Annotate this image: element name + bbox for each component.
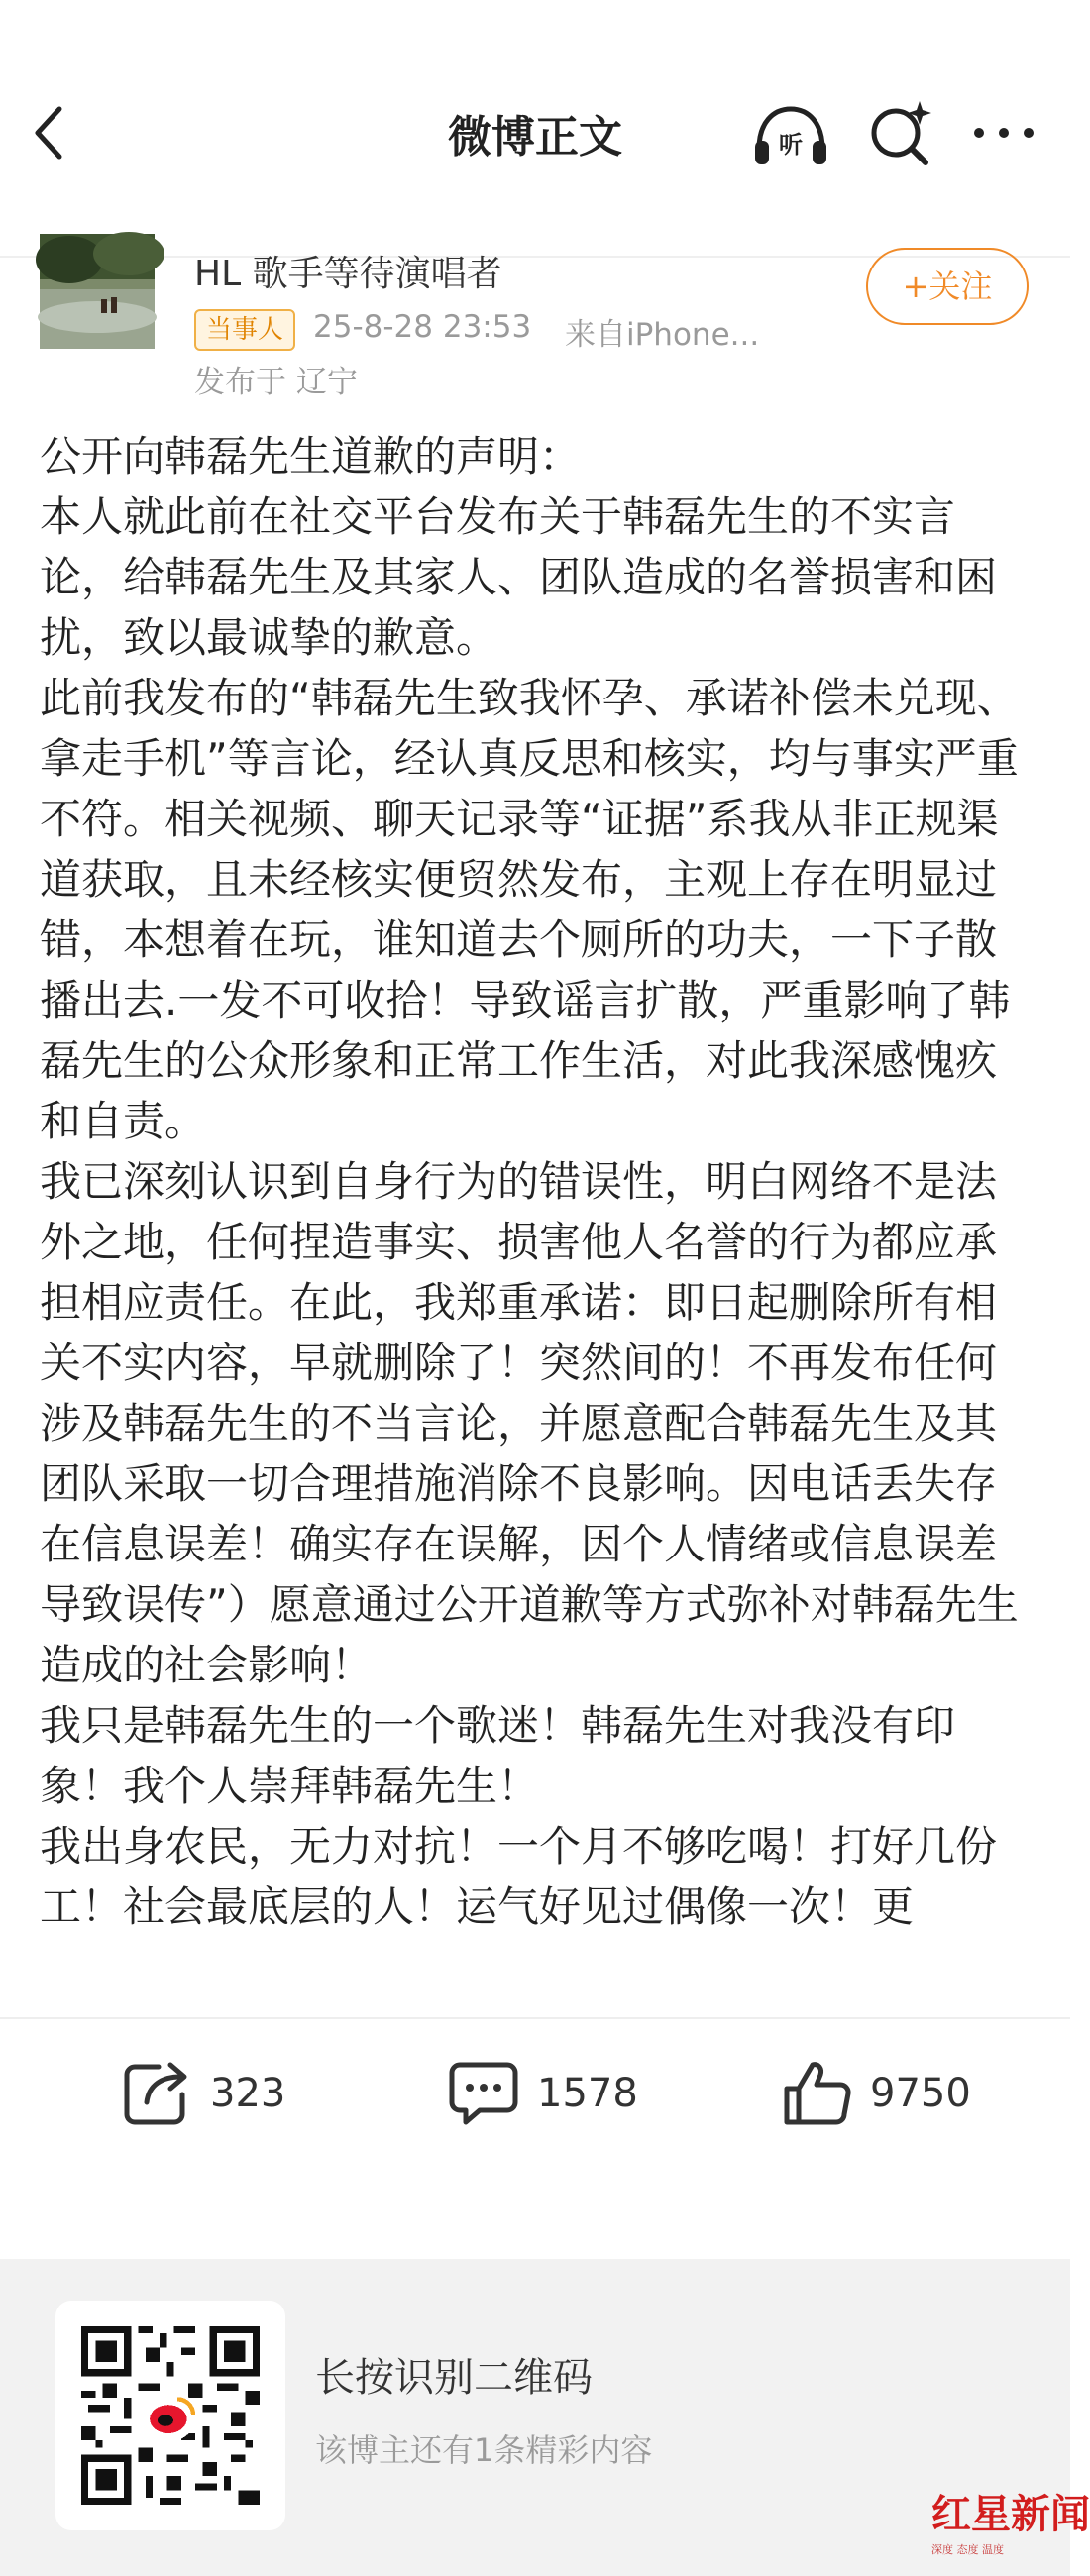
post-paragraph: 公开向韩磊先生道歉的声明：: [40, 432, 582, 481]
repost-icon: [119, 2055, 194, 2130]
like-button[interactable]: [779, 2021, 1017, 2170]
avatar[interactable]: [40, 234, 155, 349]
post-paragraph: 此前我发布的“韩磊先生致我怀孕、承诺补偿未兑现、拿走手机”等言论，经认真反思和核实，均与事实严重不符。相关视频、聊天记录等“证据”系我从非正规渠道获取，且未经核实便贸然发布，主观上存在明显过错，本想着在玩，谁知道去个厕所的功夫，一下子散播出去.一发不可收拾！导致谣言扩散，严重影响了韩磊先生的公众形象和正常工作生活，对此我深感愧疚和自责。: [40, 674, 1019, 1145]
author-name[interactable]: HL 歌手等待演唱者: [194, 254, 502, 294]
comment-icon: [446, 2055, 521, 2130]
post-source: 来自iPhone...: [565, 317, 760, 353]
comment-button[interactable]: [446, 2021, 684, 2170]
repost-count: 323: [210, 2071, 286, 2116]
post-paragraph: 我出身农民，无力对抗！一个月不够吃喝！打好几份工！社会最底层的人！运气好见过偶像一次！更: [40, 1822, 998, 1931]
action-divider: [0, 2017, 1070, 2019]
repost-button[interactable]: [119, 2021, 337, 2170]
search-sparkle-icon[interactable]: [864, 97, 935, 168]
watermark-logo-text: 红星新闻: [931, 2491, 1090, 2537]
qr-code-icon: [81, 2326, 260, 2505]
listen-headphones-icon[interactable]: [751, 103, 830, 166]
post-paragraph: 本人就此前在社交平台发布关于韩磊先生的不实言论，给韩磊先生及其家人、团队造成的名誉损害和困扰，致以最诚挚的歉意。: [40, 492, 998, 662]
qr-share-section: [0, 2259, 1090, 2576]
qr-card[interactable]: [55, 2301, 285, 2530]
action-bar: [0, 2021, 1070, 2170]
comment-count: 1578: [537, 2071, 638, 2116]
like-count: 9750: [870, 2071, 971, 2116]
news-watermark-logo: [931, 2483, 1090, 2568]
qr-subtitle: 该博主还有1条精彩内容: [315, 2431, 653, 2469]
qr-title: 长按识别二维码: [315, 2355, 593, 2401]
svg-text:听: 听: [779, 131, 803, 159]
thumbs-up-icon: [779, 2055, 854, 2130]
post-paragraph: 我只是韩磊先生的一个歌迷！韩磊先生对我没有印象！我个人崇拜韩磊先生！: [40, 1701, 956, 1810]
top-nav-bar: [0, 61, 1070, 210]
post-body: [40, 426, 1031, 2021]
more-options-icon[interactable]: [969, 121, 1038, 145]
watermark-tagline: 深度 态度 温度: [931, 2543, 1004, 2556]
post-timestamp: 25-8-28 23:53: [313, 309, 532, 345]
follow-button[interactable]: +关注: [866, 248, 1029, 325]
page-title: 微博正文: [448, 112, 622, 162]
post-location: 发布于 辽宁: [194, 365, 358, 400]
involved-party-badge: 当事人: [194, 309, 295, 351]
post-paragraph: 我已深刻认识到自身行为的错误性，明白网络不是法外之地，任何捏造事实、损害他人名誉的行为都应承担相应责任。在此，我郑重承诺：即日起删除所有相关不实内容，早就删除了！突然间的！不再发布任何涉及韩磊先生的不当言论，并愿意配合韩磊先生及其团队采取一切合理措施消除不良影响。因电话丢失存在信息误差！确实存在误解，因个人情绪或信息误差导致误传”）愿意通过公开道歉等方式弥补对韩磊先生造成的社会影响！: [40, 1157, 1019, 1689]
